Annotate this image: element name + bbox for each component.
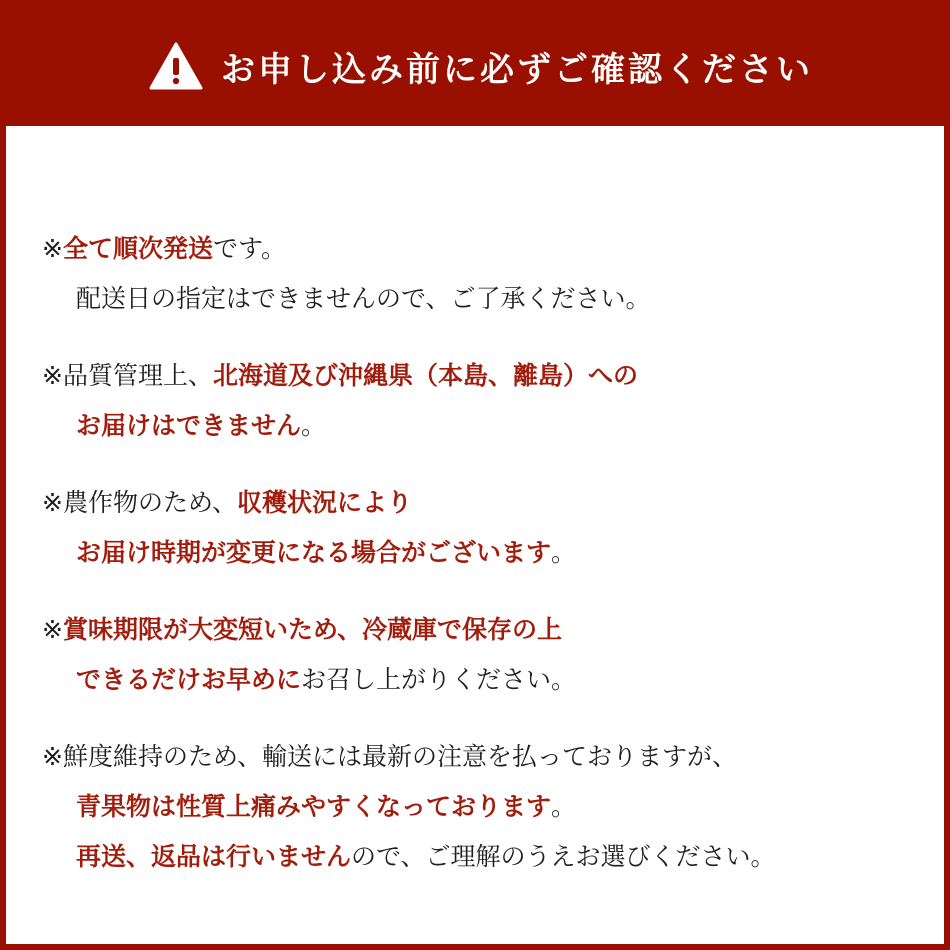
emphasis-text: お届けはできません <box>76 411 302 440</box>
note-harvest-timing <box>42 478 922 578</box>
note-text: 。 <box>301 411 327 440</box>
notes-list <box>42 224 922 909</box>
header-banner <box>6 6 950 126</box>
note-mark: ※ <box>42 488 63 517</box>
note-line <box>42 605 922 655</box>
page-title: お申し込み前に必ずご確認ください <box>221 49 813 90</box>
note-line <box>42 274 922 324</box>
emphasis-text: 全て順次発送 <box>62 234 213 263</box>
note-line <box>42 528 922 578</box>
note-shipping-order <box>42 224 922 324</box>
note-line <box>42 351 922 401</box>
note-line <box>42 732 922 782</box>
note-text: 配送日の指定はできませんので、ご了承ください。 <box>76 284 651 313</box>
note-text: 。 <box>551 538 577 567</box>
emphasis-text: 収穫状況により <box>236 488 412 517</box>
header-content <box>149 42 813 91</box>
note-mark: ※ <box>42 234 63 263</box>
note-line <box>42 478 922 528</box>
note-text: です。 <box>212 234 286 263</box>
note-line <box>42 655 922 705</box>
note-freshness-returns <box>42 732 922 882</box>
note-best-before <box>42 605 922 705</box>
note-line <box>42 224 922 274</box>
note-text: 農作物のため、 <box>62 488 237 517</box>
emphasis-text: 北海道及び沖縄県（本島、離島）への <box>212 361 638 390</box>
emphasis-text: できるだけお早めに <box>76 665 302 694</box>
note-line <box>42 401 922 451</box>
note-mark: ※ <box>42 615 63 644</box>
emphasis-text: 青果物は性質上痛みやすくなっております <box>76 792 552 821</box>
note-line <box>42 832 922 882</box>
emphasis-text: 再送、返品は行いません <box>76 842 352 871</box>
note-delivery-area <box>42 351 922 451</box>
note-text: お召し上がりください。 <box>301 665 577 694</box>
note-text: 品質管理上、 <box>62 361 213 390</box>
note-text: 。 <box>551 792 577 821</box>
note-text: 鮮度維持のため、輸送には最新の注意を払っておりますが、 <box>62 742 737 771</box>
note-line <box>42 782 922 832</box>
note-mark: ※ <box>42 361 63 390</box>
emphasis-text: お届け時期が変更になる場合がございます <box>76 538 552 567</box>
warning-triangle-icon <box>149 42 203 90</box>
note-mark: ※ <box>42 742 63 771</box>
emphasis-text: 賞味期限が大変短いため、冷蔵庫で保存の上 <box>62 615 562 644</box>
note-text: ので、ご理解のうえお選びください。 <box>351 842 776 871</box>
